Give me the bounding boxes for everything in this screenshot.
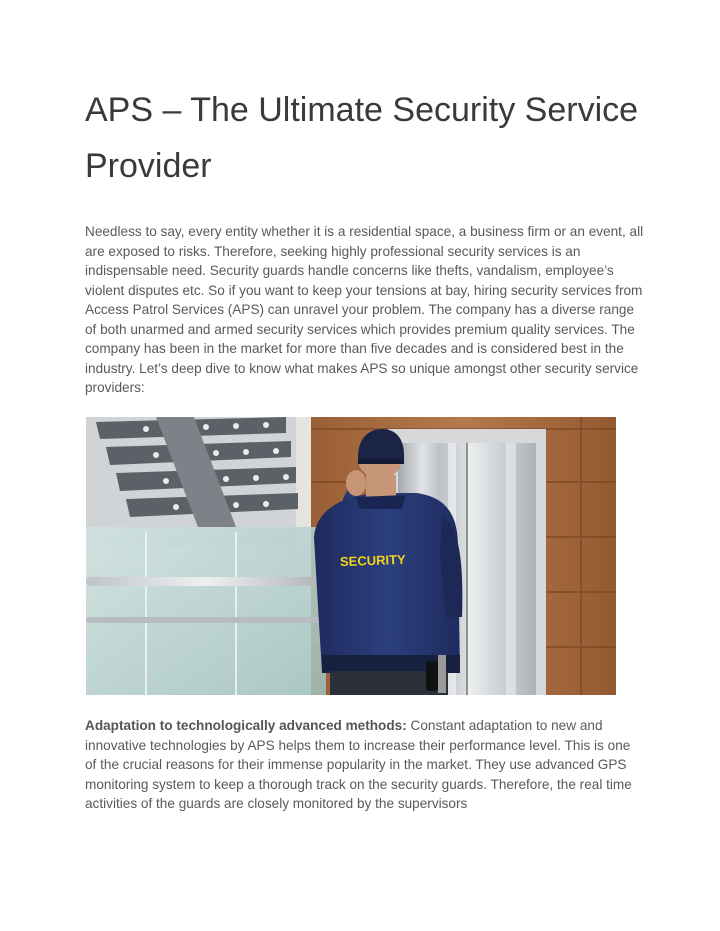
intro-paragraph: Needless to say, every entity whether it is a residential space, a business firm or an event, all are exposed to risks. Therefore, seeking highly professional security services is an indispensable need. Security guards handle concerns like thefts, vandalism, employee’s violent disputes etc. So if you want to keep your tensions at bay, hiring security services from Access Patrol Services (APS) can unravel your problem. The company has a diverse range of both unarmed and armed security services which provides premium quality services. The company has been in the market for more than five decades and is considered best in the industry. Let’s deep dive to know what makes APS so unique amongst other security service providers: <box>85 224 644 395</box>
section-body: Constant adaptation to new and innovative technologies by APS helps them to increase their performance level. This is one of the crucial reasons for their immense popularity in the market. They use advanced GPS monitoring system to keep a thorough track on the security guards. Therefore, the real time activities of the guards are closely monitored by the supervisors <box>85 718 632 811</box>
security-guard-photo <box>86 417 616 695</box>
jacket-security-text: SECURITY <box>339 551 406 570</box>
page-title: APS – The Ultimate Security Service Provider <box>85 91 639 185</box>
section-technology <box>85 716 645 814</box>
section-heading: Adaptation to technologically advanced methods: <box>85 718 407 733</box>
